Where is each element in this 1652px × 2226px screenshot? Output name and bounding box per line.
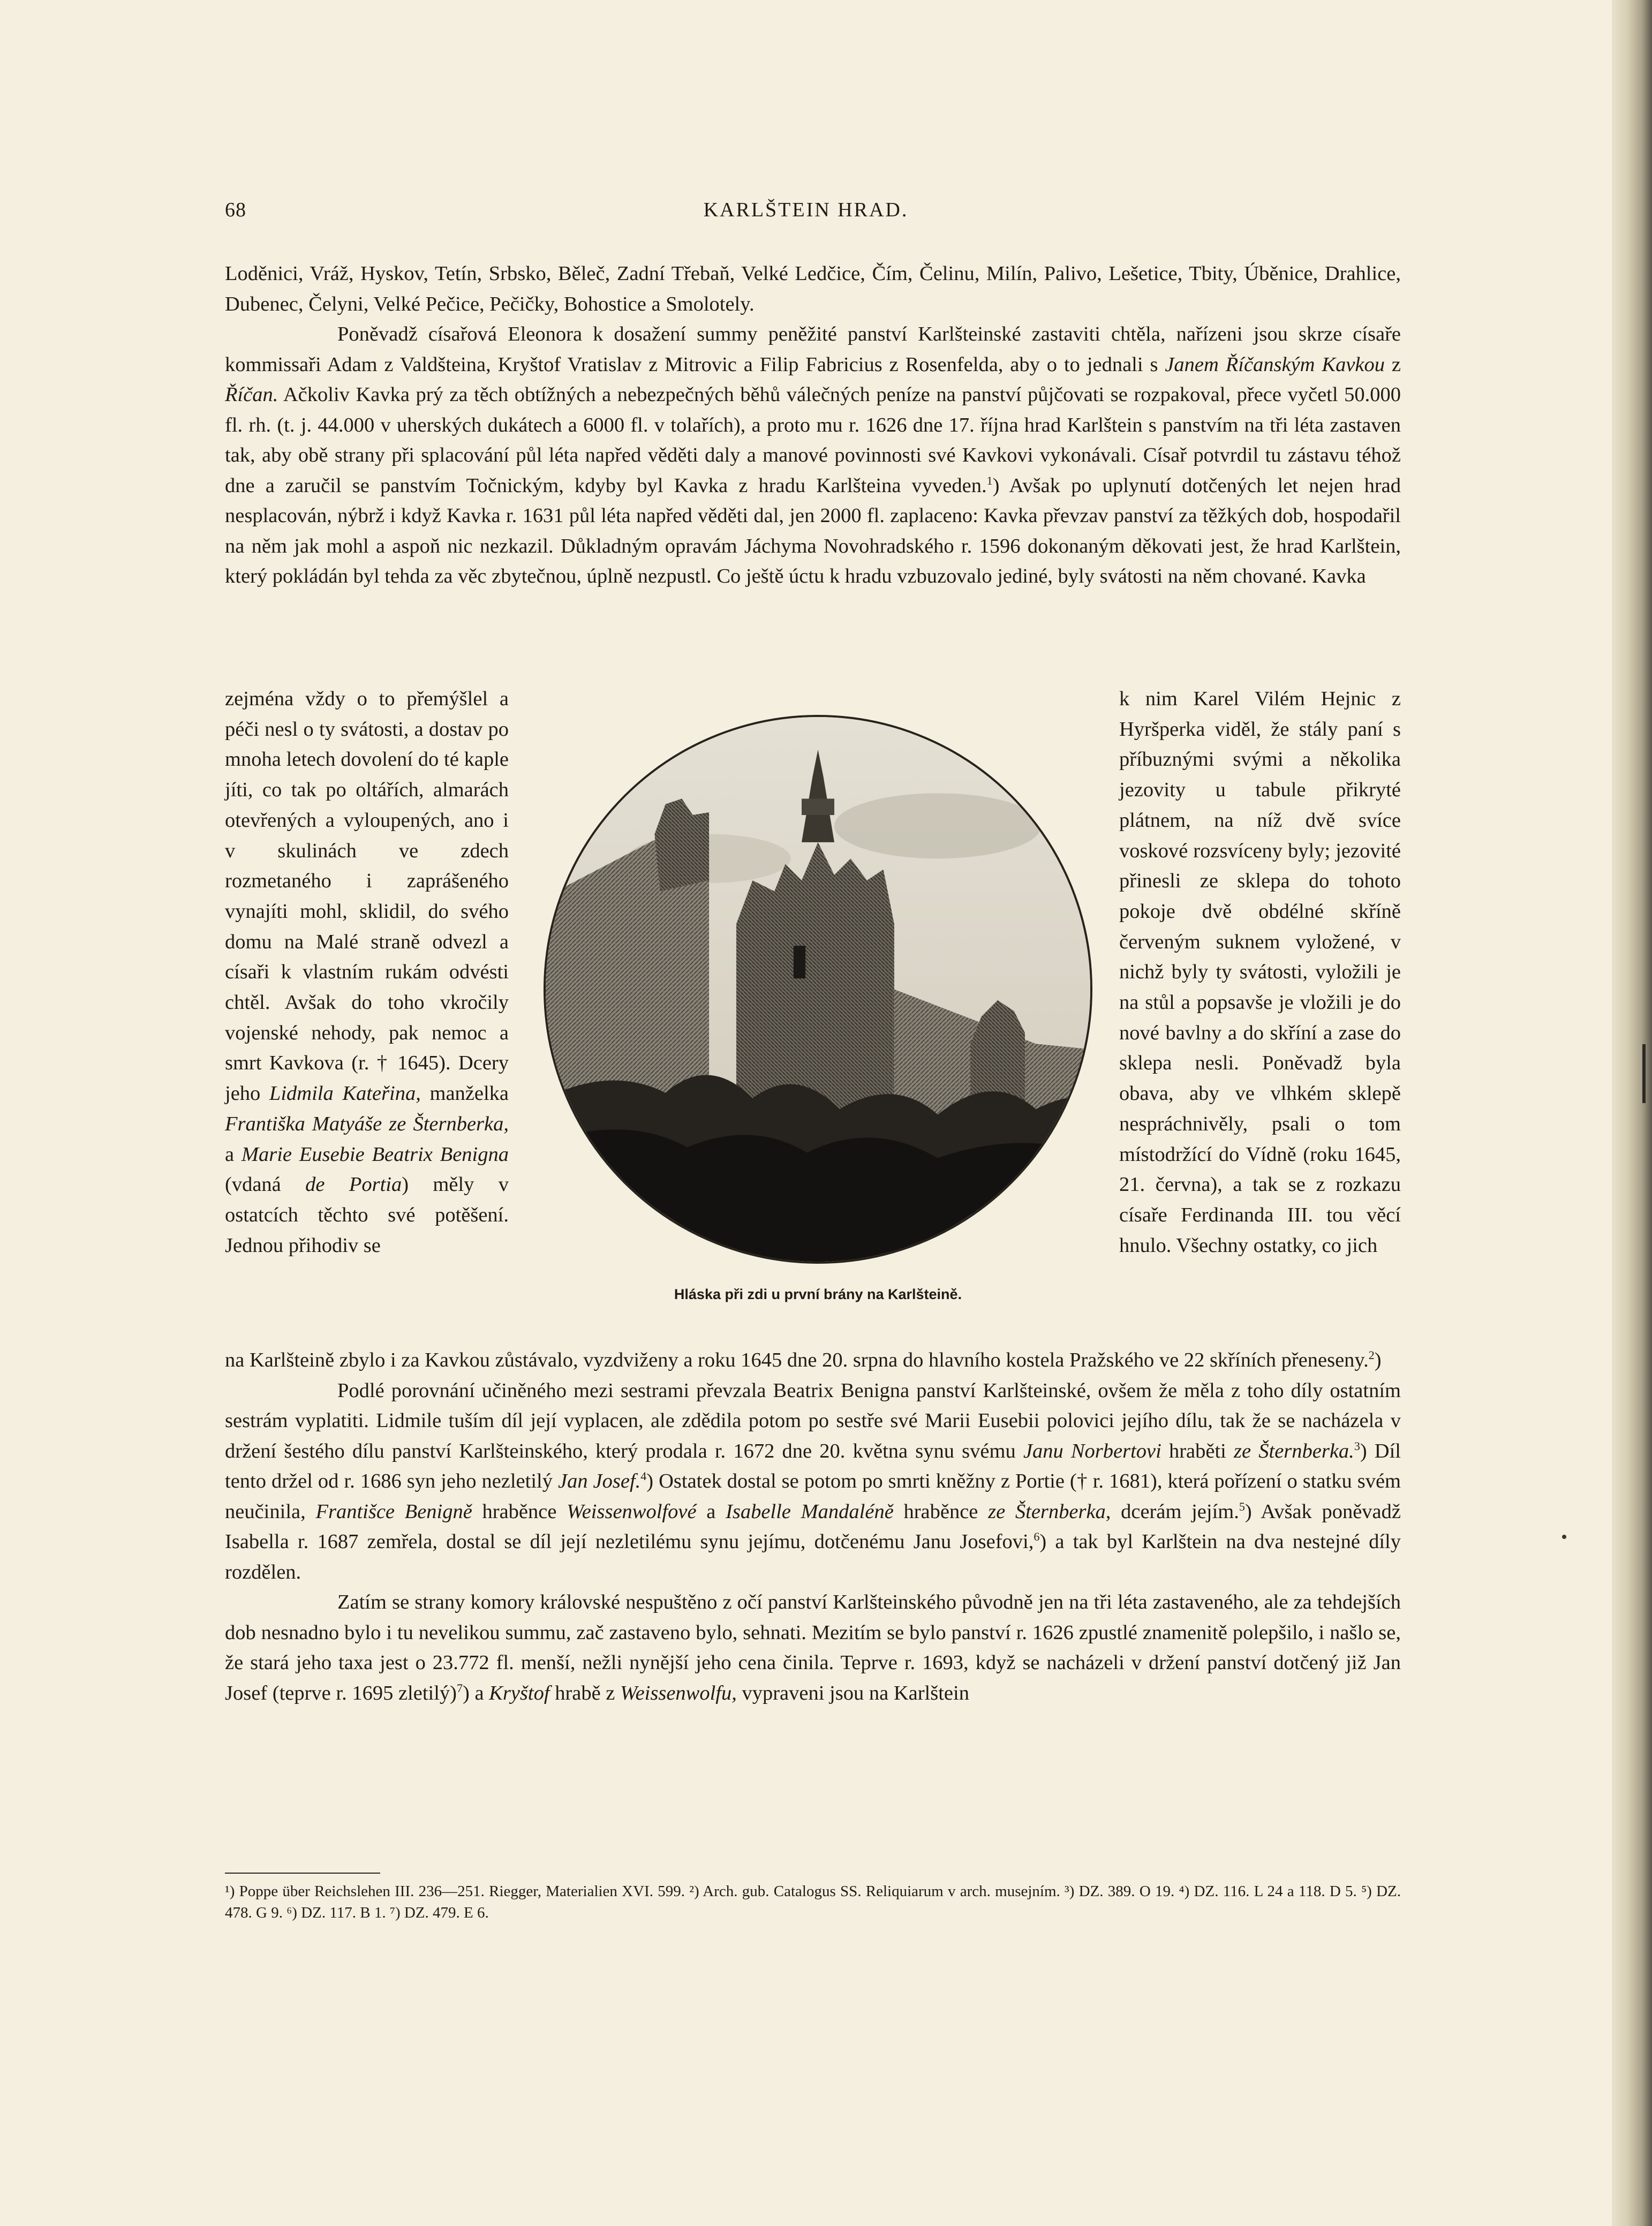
page-number: 68 bbox=[225, 199, 246, 221]
gutter-mark bbox=[1642, 1044, 1646, 1103]
book-gutter bbox=[1612, 0, 1652, 2226]
tower-engraving bbox=[546, 717, 1090, 1262]
column-left-of-illustration: zejména vždy o to přemýšlel a péči nesl o ty svátosti, a dostav po mnoha letech dovolení do té kaple jíti, co tak po oltářích, almarách otevřených a vyloupených, ano i v skulinách ve zdech rozmetaného i zaprášeného vynajíti mohl, sklidil, do svého domu na Malé straně odvezl a císaři k vlastním rukám odvésti chtěl. Avšak do toho vkročily vojenské nehody, pak nemoc a smrt Kavkova (r. † 1645). Dcery jeho Lidmila Kateřina, manželka Františka Matyáše ze Šternberka, a Marie Eusebie Beatrix Benigna (vdaná de Portia) měly v ostatcích těchto své potěšení. Jednou přihodiv se bbox=[225, 688, 509, 1257]
paragraph-relics: na Karlšteině zbylo i za Kavkou zůstávalo, vyzdviženy a roku 1645 dne 20. srpna do hlavního kostela Pražského ve 22 skříních přeneseny.$^2$) bbox=[225, 1348, 1382, 1371]
paragraph-chamber: Zatím se strany komory královské nespuštěno z očí panství Karlšteinského původně jen na tři léta zastaveného, ale za tehdejších dob nesnadno bylo i tu nevelikou summu, zač zastaveno bylo, sehnati. Mezitím se bylo panství r. 1626 zpustlé znamenitě polepšilo, i našlo se, že stará jeho taxa jest o 23.772 fl. menší, nežli nynější jeho cena činila. Teprve r. 1693, když se nacházeli v držení panství dotčený již Jan Josef (teprve r. 1695 zletilý)$^7$) a Kryštof hrabě z Weissenwolfu, vypraveni jsou na Karlštein bbox=[225, 1591, 1401, 1704]
tower-illustration bbox=[544, 715, 1092, 1264]
paragraph-pledge: Poněvadž císařová Eleonora k dosažení summy peněžité panství Karlšteinské zastaviti chtěla, nařízeni jsou skrze císaře kommissaři Adam z Valdšteina, Kryštof Vratislav z Mitrovic a Filip Fabricius z Rosenfelda, aby o to jednali s Janem Říčanským Kavkou z Říčan. Ačkoliv Kavka prý za těch obtížných a nebezpečných běhů válečných peníze na panství půjčovati se rozpakoval, přece vyčetl 50.000 fl. rh. (t. j. 44.000 v uherských dukátech a 6000 fl. v tolařích), a proto mu r. 1626 dne 17. října hrad Karlštein s panstvím na tři léta zastaven tak, aby obě strany při splacování půl léta napřed věděti daly a manové povinnosti své Kavkovi vykonávali. Císař potvrdil tu zástavu téhož dne a zaručil se panstvím Točnickým, kdyby byl Kavka z hradu Karlšteina vyveden.$^1$) Avšak po uplynutí dotčených let nejen hrad nesplacován, nýbrž i když Kavka r. 1631 půl léta napřed věděti dal, jen 2000 fl. zaplaceno: Kavka převzav panství za těžkých dob, hospodařil na něm jak mohl a aspoň nic nezkazil. Důkladným opravám Jáchyma Novohradského r. 1596 dokonaným děkovati jest, že hrad Karlštein, který pokládán byl tehda za věc zbytečnou, úplně nezpustl. Co ještě úctu k hradu vzbuzovalo jediné, byly svátosti na něm chované. Kavka bbox=[225, 323, 1401, 587]
ink-speck bbox=[1562, 1535, 1566, 1539]
footnote-ref: 6 bbox=[1034, 1530, 1040, 1544]
footnote-ref: 7 bbox=[457, 1681, 463, 1695]
paragraph-inheritance: Podlé porovnání učiněného mezi sestrami převzala Beatrix Benigna panství Karlšteinské, ovšem že měla z toho díly ostatním sestrám vyplatiti. Lidmile tuším díl její vyplacen, ale zdědila potom po sestře své Marii Eusebii polovici jejího dílu, tak že se nacházela v držení šestého dílu panství Karlšteinského, který prodala r. 1672 dne 20. května synu svému Janu Norbertovi hraběti ze Šternberka.$^3$) Díl tento držel od r. 1686 syn jeho nezletilý Jan Josef.$^4$) Ostatek dostal se potom po smrti kněžny z Portie († r. 1681), která pořízení o statku svém neučinila, Františce Benigně hraběnce Weissenwolfové a Isabelle Mandaléně hraběnce ze Šternberka, dcerám jejím.$^5$) Avšak poněvadž Isabella r. 1687 zemřela, dostal se díl její nezletilému synu jejímu, dotčenému Janu Josefovi,$^6$) a tak byl Karlštein na dva nestejné díly rozdělen. bbox=[225, 1379, 1401, 1583]
footnote-ref: 4 bbox=[640, 1469, 647, 1483]
column-right-of-illustration: k nim Karel Vilém Hejnic z Hyršperka viděl, že stály paní s příbuznými svými a několika jezovity u tabule přikryté plátnem, na níž dvě svíce voskové rozsvíceny byly; jezovité přinesli ze sklepa do tohoto pokoje dvě obdélné skříně červeným suknem vyložené, v nichž byly ty svátosti, vyložili je na stůl a popsavše je vložili je do nové bavlny a do skříní a zase do sklepa nesli. Poněvadž byla obava, aby ve vlhkém sklepě nespráchnivěly, psali o tom místodržící do Vídně (roku 1645, 21. června), a tak se z rozkazu císaře Ferdinanda III. tou věcí hnulo. Všechny ostatky, co jich bbox=[1119, 688, 1401, 1257]
footnote-ref: 5 bbox=[1239, 1499, 1245, 1513]
footnotes: ¹) Poppe über Reichslehen III. 236—251. Riegger, Materialien XVI. 599. ²) Arch. gub. Catalogus SS. Reliquiarum v arch. musejním. ³) DZ. 389. O 19. ⁴) DZ. 116. L 24 a 118. D 5. ⁵) DZ. 478. G 9. ⁶) DZ. 117. B 1. ⁷) DZ. 479. E 6. bbox=[225, 1883, 1401, 1921]
body-bottom bbox=[225, 1345, 1401, 1708]
paragraph-places: Loděnici, Vráž, Hyskov, Tetín, Srbsko, Běleč, Zadní Třebaň, Velké Ledčice, Čím, Čelinu, Milín, Palivo, Lešetice, Tbity, Úběnice, Drahlice, Dubenec, Čelyni, Velké Pečice, Pečičky, Bohostice a Smolotely. bbox=[225, 262, 1401, 315]
body-top bbox=[225, 259, 1401, 592]
footnote-rule bbox=[225, 1873, 380, 1874]
footnote-ref: 1 bbox=[986, 473, 993, 487]
illustration-caption: Hláska při zdi u první brány na Karlšteině. bbox=[674, 1286, 962, 1302]
footnote-ref: 3 bbox=[1354, 1439, 1360, 1453]
footnote-ref: 2 bbox=[1368, 1348, 1375, 1362]
running-header bbox=[225, 198, 1387, 230]
page-title: KARLŠTEIN HRAD. bbox=[703, 199, 909, 221]
